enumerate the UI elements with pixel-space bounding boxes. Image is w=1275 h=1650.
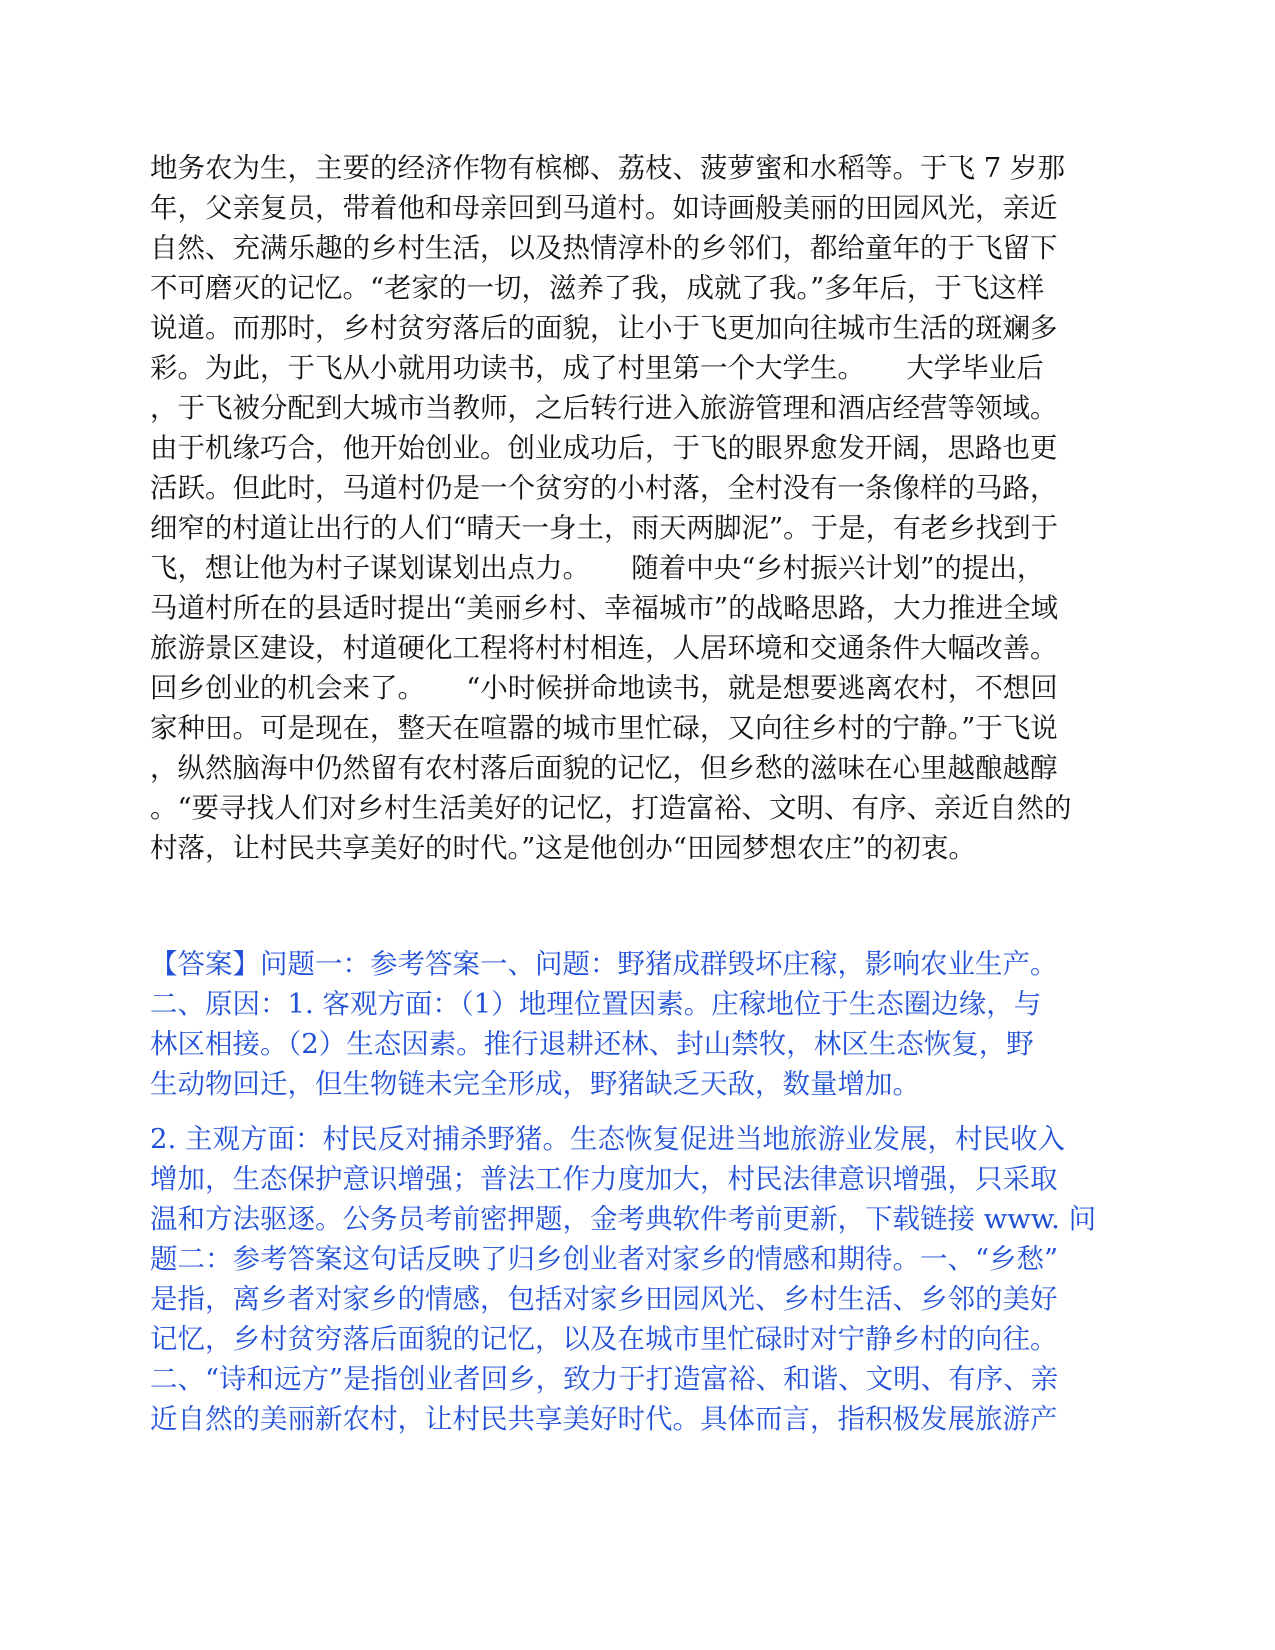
answer-line: 2. 主观方面：村民反对捕杀野猪。生态恢复促进当地旅游业发展，村民收入 <box>150 1123 1065 1155</box>
passage-line: 自然、充满乐趣的乡村生活，以及热情淳朴的乡邻们，都给童年的于飞留下 <box>150 232 1058 264</box>
answer-paragraph-2 <box>150 1119 1130 1439</box>
answer-line: 增加，生态保护意识增强；普法工作力度加大，村民法律意识增强，只采取 <box>150 1163 1058 1195</box>
passage-line: 活跃。但此时，马道村仍是一个贫穷的小村落，全村没有一条像样的马路， <box>150 472 1058 504</box>
passage-line: 家种田。可是现在，整天在喧嚣的城市里忙碌，又向往乡村的宁静。”于飞说 <box>150 712 1058 744</box>
passage-line: 地务农为生，主要的经济作物有槟榔、荔枝、菠萝蜜和水稻等。于飞 7 岁那 <box>150 152 1065 184</box>
answer-line: 林区相接。（2）生态因素。推行退耕还林、封山禁牧，林区生态恢复，野 <box>150 1028 1034 1060</box>
answer-line: 【答案】问题一：参考答案一、问题：野猪成群毁坏庄稼，影响农业生产。 <box>150 948 1058 980</box>
passage-line: 。“要寻找人们对乡村生活美好的记忆，打造富裕、文明、有序、亲近自然的 <box>150 792 1072 824</box>
answer-line: 二、“诗和远方”是指创业者回乡，致力于打造富裕、和谐、文明、有序、亲 <box>150 1363 1059 1395</box>
passage-line: 由于机缘巧合，他开始创业。创业成功后，于飞的眼界愈发开阔，思路也更 <box>150 432 1058 464</box>
passage-line: 回乡创业的机会来了。 “小时候拼命地读书，就是想要逃离农村，不想回 <box>150 672 1058 704</box>
passage-line: ，纵然脑海中仍然留有农村落后面貌的记忆，但乡愁的滋味在心里越酿越醇 <box>150 752 1058 784</box>
answer-paragraph-1 <box>150 944 1130 1104</box>
answer-line: 温和方法驱逐。公务员考前密押题，金考典软件考前更新，下载链接 www. 问 <box>150 1203 1097 1235</box>
answer-line: 二、原因：1. 客观方面：（1）地理位置因素。庄稼地位于生态圈边缘，与 <box>150 988 1042 1020</box>
answer-line: 生动物回迁，但生物链未完全形成，野猪缺乏天敌，数量增加。 <box>150 1068 920 1100</box>
passage-line: 村落，让村民共享美好的时代。”这是他创办“田园梦想农庄”的初衷。 <box>150 832 976 864</box>
answer-line: 近自然的美丽新农村，让村民共享美好时代。具体而言，指积极发展旅游产 <box>150 1403 1058 1435</box>
answer-line: 题二：参考答案这句话反映了归乡创业者对家乡的情感和期待。一、“乡愁” <box>150 1243 1059 1275</box>
answer-line: 是指，离乡者对家乡的情感，包括对家乡田园风光、乡村生活、乡邻的美好 <box>150 1283 1058 1315</box>
passage-text <box>150 148 1130 868</box>
passage-line: 旅游景区建设，村道硬化工程将村村相连，人居环境和交通条件大幅改善。 <box>150 632 1058 664</box>
passage-line: 彩。为此，于飞从小就用功读书，成了村里第一个大学生。 大学毕业后 <box>150 352 1044 384</box>
paragraph-spacer <box>150 1104 1130 1119</box>
passage-line: 马道村所在的县适时提出“美丽乡村、幸福城市”的战略思路，大力推进全域 <box>150 592 1059 624</box>
passage-line: 飞，想让他为村子谋划谋划出点力。 随着中央“乡村振兴计划”的提出， <box>150 552 1045 584</box>
passage-line: 不可磨灭的记忆。“老家的一切，滋养了我，成就了我。”多年后，于飞这样 <box>150 272 1045 304</box>
answer-line: 记忆，乡村贫穷落后面貌的记忆，以及在城市里忙碌时对宁静乡村的向往。 <box>150 1323 1058 1355</box>
answer-section <box>150 944 1130 1439</box>
passage-line: ，于飞被分配到大城市当教师，之后转行进入旅游管理和酒店经营等领域。 <box>150 392 1058 424</box>
passage-line: 细窄的村道让出行的人们“晴天一身土，雨天两脚泥”。于是，有老乡找到于 <box>150 512 1059 544</box>
passage-line: 说道。而那时，乡村贫穷落后的面貌，让小于飞更加向往城市生活的斑斓多 <box>150 312 1058 344</box>
passage-line: 年，父亲复员，带着他和母亲回到马道村。如诗画般美丽的田园风光，亲近 <box>150 192 1058 224</box>
